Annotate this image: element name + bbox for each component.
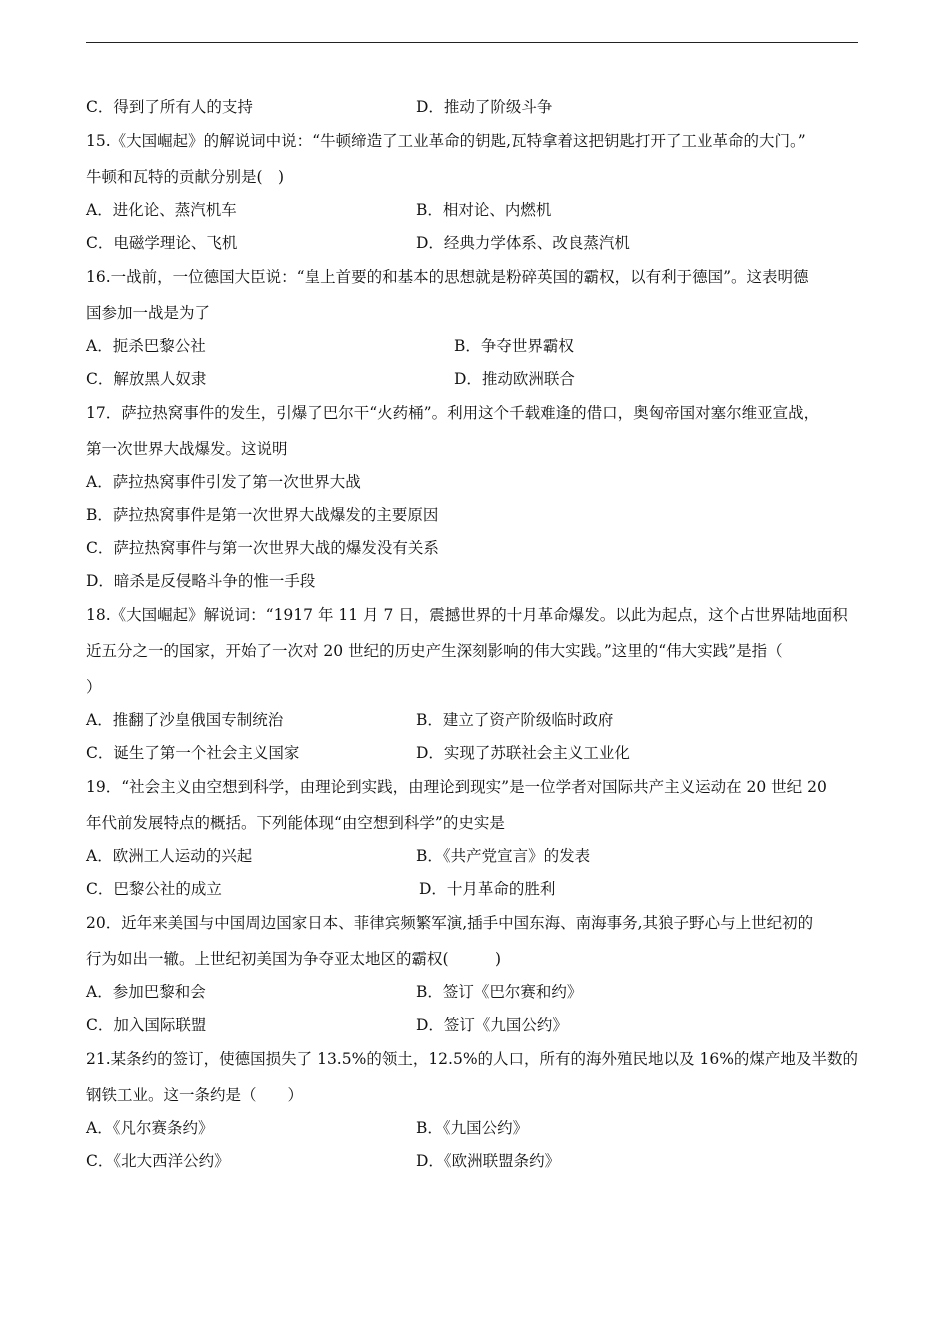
q16-stem-line1: 16.一战前，一位德国大臣说：“皇上首要的和基本的思想就是粉碎英国的霸权，以有利于德国”。这表明德 (86, 268, 809, 286)
q20-option-c: C．加入国际联盟 (86, 1016, 207, 1034)
q20-options-cd (86, 1014, 866, 1036)
q19-options-cd (86, 878, 866, 900)
header-rule (86, 42, 858, 43)
q15-option-d: D．经典力学体系、改良蒸汽机 (416, 234, 630, 252)
q17-stem-line2: 第一次世界大战爆发。这说明 (86, 440, 288, 458)
q14-option-d: D．推动了阶级斗争 (416, 98, 553, 116)
q18-stem-line1: 18.《大国崛起》解说词：“1917 年 11 月 7 日，震撼世界的十月革命爆发。以此为起点，这个占世界陆地面积 (86, 606, 848, 624)
q15-options-cd (86, 232, 866, 254)
q21-option-b: B．《九国公约》 (416, 1119, 529, 1137)
question-18 (86, 604, 866, 764)
question-21 (86, 1048, 866, 1172)
question-19 (86, 776, 866, 900)
q19-option-a: A．欧洲工人运动的兴起 (86, 847, 253, 865)
q19-stem-line2: 年代前发展特点的概括。下列能体现“由空想到科学”的史实是 (86, 814, 505, 832)
q16-option-b: B．争夺世界霸权 (454, 337, 574, 355)
q19-option-d: D．十月革命的胜利 (419, 880, 556, 898)
q21-options-ab (86, 1117, 866, 1139)
q18-option-c: C．诞生了第一个社会主义国家 (86, 744, 300, 762)
q17-option-c: C．萨拉热窝事件与第一次世界大战的爆发没有关系 (86, 539, 439, 557)
q17-option-b: B．萨拉热窝事件是第一次世界大战爆发的主要原因 (86, 506, 439, 524)
q15-option-c: C．电磁学理论、飞机 (86, 234, 238, 252)
q19-options-ab (86, 845, 866, 867)
q15-stem-line2: 牛顿和瓦特的贡献分别是( ) (86, 168, 285, 186)
q20-option-a: A．参加巴黎和会 (86, 983, 206, 1001)
q21-options-cd (86, 1150, 866, 1172)
q18-stem-line2: 近五分之一的国家，开始了一次对 20 世纪的历史产生深刻影响的伟大实践。”这里的“伟大实践”是指（ (86, 642, 783, 660)
q20-stem-line1: 20．近年来美国与中国周边国家日本、菲律宾频繁军演,插手中国东海、南海事务,其狼子野心与上世纪初的 (86, 914, 814, 932)
q15-options-ab (86, 199, 866, 221)
question-20 (86, 912, 866, 1036)
q15-stem-line1: 15.《大国崛起》的解说词中说：“牛顿缔造了工业革命的钥匙,瓦特拿着这把钥匙打开了工业革命的大门。” (86, 132, 806, 150)
q19-stem-line1: 19．“社会主义由空想到科学，由理论到实践，由理论到现实”是一位学者对国际共产主义运动在 20 世纪 20 (86, 778, 827, 796)
question-17 (86, 402, 866, 592)
q18-options-ab (86, 709, 866, 731)
q16-option-d: D．推动欧洲联合 (454, 370, 575, 388)
q17-option-a: A．萨拉热窝事件引发了第一次世界大战 (86, 473, 361, 491)
q18-option-b: B．建立了资产阶级临时政府 (416, 711, 614, 729)
q15-option-b: B．相对论、内燃机 (416, 201, 552, 219)
q21-stem-line2: 钢铁工业。这一条约是（ ） (86, 1086, 304, 1104)
q20-options-ab (86, 981, 866, 1003)
q16-options-ab (86, 335, 866, 357)
q15-option-a: A．进化论、蒸汽机车 (86, 201, 237, 219)
q17-stem-line1: 17．萨拉热窝事件的发生，引爆了巴尔干“火药桶”。利用这个千载难逢的借口，奥匈帝国对塞尔维亚宣战， (86, 404, 820, 422)
q20-option-b: B．签订《巴尔赛和约》 (416, 983, 583, 1001)
q20-stem-line2: 行为如出一辙。上世纪初美国为争夺亚太地区的霸权( ) (86, 950, 502, 968)
q14-option-c: C．得到了所有人的支持 (86, 98, 253, 116)
exam-page (86, 96, 866, 1172)
q14-options-cd (86, 96, 866, 118)
q21-stem-line1: 21.某条约的签订，使德国损失了 13.5%的领土，12.5%的人口，所有的海外殖民地以及 16%的煤产地及半数的 (86, 1050, 858, 1068)
q18-options-cd (86, 742, 866, 764)
question-16 (86, 266, 866, 390)
q17-option-d: D．暗杀是反侵略斗争的惟一手段 (86, 572, 316, 590)
q19-option-b: B．《共产党宣言》的发表 (416, 847, 591, 865)
q21-option-c: C．《北大西洋公约》 (86, 1152, 230, 1170)
q16-option-a: A．扼杀巴黎公社 (86, 337, 206, 355)
q18-option-a: A．推翻了沙皇俄国专制统治 (86, 711, 284, 729)
q20-option-d: D．签订《九国公约》 (416, 1016, 568, 1034)
q16-stem-line2: 国参加一战是为了 (86, 304, 211, 322)
q18-stem-line3: ） (86, 678, 102, 696)
q16-option-c: C．解放黑人奴隶 (86, 370, 207, 388)
q18-option-d: D．实现了苏联社会主义工业化 (416, 744, 630, 762)
question-15 (86, 130, 866, 254)
q21-option-d: D．《欧洲联盟条约》 (416, 1152, 561, 1170)
q19-option-c: C．巴黎公社的成立 (86, 880, 222, 898)
q21-option-a: A．《凡尔赛条约》 (86, 1119, 214, 1137)
q16-options-cd (86, 368, 866, 390)
